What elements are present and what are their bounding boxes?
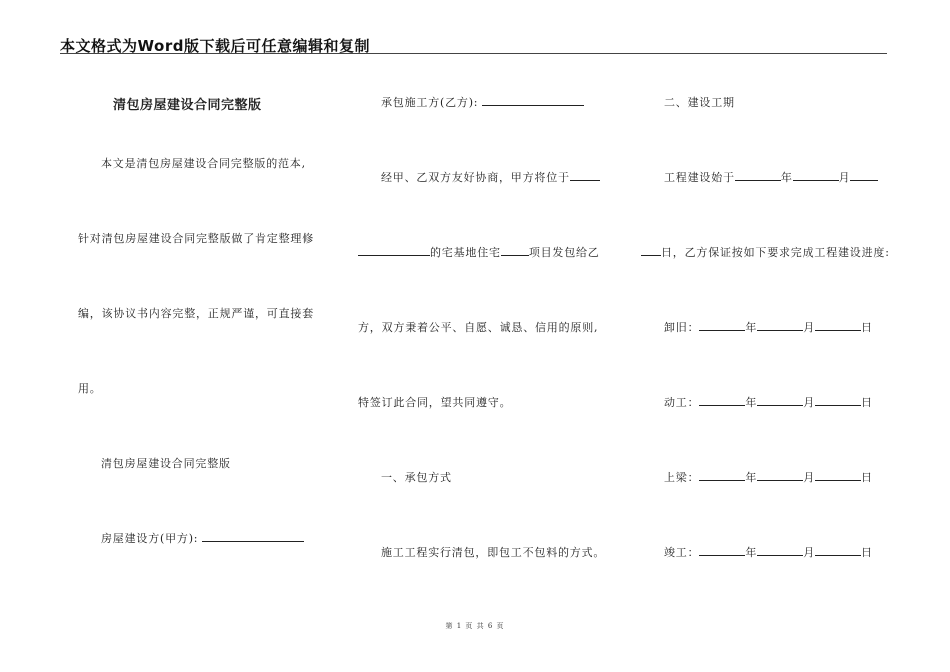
start-date-line: [664, 169, 878, 185]
intro-line-3: 编，该协议书内容完整，正规严谨，可直接套: [78, 307, 314, 320]
intro-line-4: 用。: [78, 382, 102, 395]
month-unit: 月: [838, 171, 851, 184]
start-day-blank-2: [641, 246, 661, 256]
page-number: 第 1 页 共 6 页: [445, 622, 505, 630]
dismantle-line: [664, 319, 873, 335]
begin-line: [664, 394, 873, 410]
day-unit: 日: [861, 471, 873, 484]
clause-line-2: [358, 244, 600, 260]
party-a-label: 房屋建设方(甲方):: [101, 532, 199, 545]
start-day-blank: [850, 171, 878, 181]
section-2-heading: 二、建设工期: [664, 96, 735, 109]
start-label: 工程建设始于: [664, 171, 735, 184]
begin-day-blank: [815, 396, 861, 406]
clause-text-1: 经甲、乙双方友好协商，甲方将位于: [381, 171, 570, 184]
progress-statement: 日，乙方保证按如下要求完成工程建设进度:: [661, 246, 890, 259]
begin-year-blank: [699, 396, 745, 406]
day-unit: 日: [861, 321, 873, 334]
party-b-blank: [482, 96, 584, 106]
year-unit: 年: [745, 321, 758, 334]
dismantle-day-blank: [815, 321, 861, 331]
complete-label: 竣工：: [664, 546, 700, 559]
section-1-text: 施工工程实行清包，即包工不包料的方式。: [381, 546, 606, 559]
beam-day-blank: [815, 471, 861, 481]
complete-day-blank: [815, 546, 861, 556]
document-banner: 本文格式为Word版下载后可任意编辑和复制: [60, 37, 370, 55]
begin-month-blank: [757, 396, 803, 406]
month-unit: 月: [803, 546, 816, 559]
beam-year-blank: [699, 471, 745, 481]
month-unit: 月: [803, 471, 816, 484]
clause-text-2: 的宅基地住宅: [430, 246, 501, 259]
clause-text-3: 项目发包给乙: [528, 246, 600, 259]
clause-line-1: [381, 169, 600, 185]
document-title: 清包房屋建设合同完整版: [113, 98, 262, 113]
dismantle-month-blank: [757, 321, 803, 331]
beam-month-blank: [757, 471, 803, 481]
year-unit: 年: [745, 471, 758, 484]
clause-line-4: 特签订此合同，望共同遵守。: [358, 396, 512, 409]
beam-label: 上梁：: [664, 471, 700, 484]
project-blank: [501, 246, 529, 256]
begin-label: 动工：: [664, 396, 700, 409]
day-unit: 日: [861, 546, 873, 559]
year-unit: 年: [745, 546, 758, 559]
party-b-label: 承包施工方(乙方):: [381, 96, 479, 109]
start-year-blank: [735, 171, 781, 181]
location-blank: [570, 171, 600, 181]
intro-line-2: 针对清包房屋建设合同完整版做了肯定整理修: [78, 232, 314, 245]
complete-month-blank: [757, 546, 803, 556]
beam-line: [664, 469, 873, 485]
location-blank-2: [358, 246, 430, 256]
intro-line-1: 本文是清包房屋建设合同完整版的范本,: [101, 157, 306, 170]
start-date-line-2: [641, 244, 890, 260]
clause-line-3: 方，双方秉着公平、自愿、诚恳、信用的原则,: [358, 321, 599, 334]
dismantle-year-blank: [699, 321, 745, 331]
complete-line: [664, 544, 873, 560]
day-unit: 日: [861, 396, 873, 409]
month-unit: 月: [803, 396, 816, 409]
contract-subtitle: 清包房屋建设合同完整版: [101, 457, 231, 470]
year-unit: 年: [745, 396, 758, 409]
party-a-blank: [202, 532, 304, 542]
complete-year-blank: [699, 546, 745, 556]
year-unit: 年: [780, 171, 793, 184]
start-month-blank: [793, 171, 839, 181]
header-divider: [60, 53, 887, 54]
party-b-line: [381, 94, 584, 110]
party-a-line: [101, 530, 304, 546]
dismantle-label: 卸旧：: [664, 321, 700, 334]
month-unit: 月: [803, 321, 816, 334]
section-1-heading: 一、承包方式: [381, 471, 452, 484]
